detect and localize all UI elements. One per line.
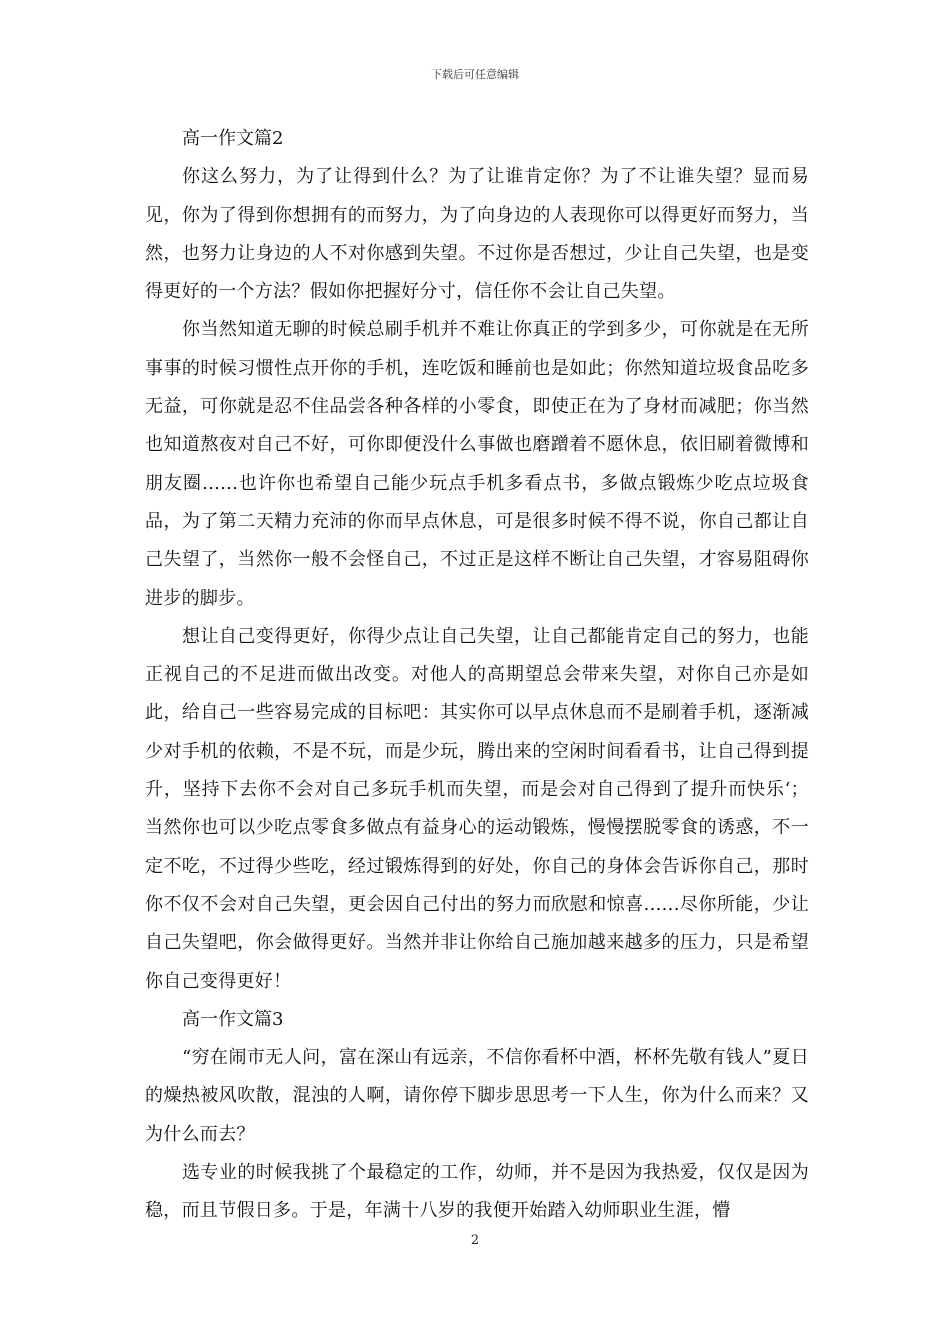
paragraph-2: 你当然知道无聊的时候总刷手机并不难让你真正的学到多少，可你就是在无所事事的时候习惯性点开你的手机，连吃饭和睡前也是如此；你然知道垃圾食品吃多无益，可你就是忍不住品尝各种各样的小零食，即使正在为了身材而减肥；你当然也知道熬夜对自己不好，可你即便没什么事做也磨蹭着不愿休息，依旧刷着微博和朋友圈......也许你也希望自己能少玩点手机多看点书，多做点锻炼少吃点垃圾食品，为了第二天精力充沛的你而早点休息，可是很多时候不得不说，你自己都让自己失望了，当然你一般不会怪自己，不过正是这样不断让自己失望，才容易阻碍你进步的脚步。: [145, 319, 809, 609]
section-heading-3: 高一作文篇3: [182, 1008, 284, 1030]
page-header: 下载后可任意编辑: [431, 68, 519, 81]
paragraph-1: 你这么努力，为了让得到什么？为了让谁肯定你？为了不让谁失望？显而易见，你为了得到你想拥有的而努力，为了向身边的人表现你可以得更好而努力，当然，也努力让身边的人不对你感到失望。不过你是否想过，少让自己失望，也是变得更好的一个方法？假如你把握好分寸，信任你不会让自己失望。: [145, 166, 809, 303]
paragraph-3: 想让自己变得更好，你得少点让自己失望，让自己都能肯定自己的努力，也能正视自己的不足进而做出改变。对他人的高期望总会带来失望，对你自己亦是如此，给自己一些容易完成的目标吧：其实你可以早点休息而不是刷着手机，逐渐减少对手机的依赖，不是不玩，而是少玩，腾出来的空闲时间看看书，让自己得到提升，坚持下去你不会对自己多玩手机而失望，而是会对自己得到了提升而快乐‘；当然你也可以少吃点零食多做点有益身心的运动锻炼，慢慢摆脱零食的诱惑，不一定不吃，不过得少些吃，经过锻炼得到的好处，你自己的身体会告诉你自己，那时你不仅不会对自己失望，更会因自己付出的努力而欣慰和惊喜......尽你所能，少让自己失望吧，你会做得更好。当然并非让你给自己施加越来越多的压力，只是希望你自己变得更好！: [145, 625, 809, 992]
paragraph-4: “穷在闹市无人问，富在深山有远亲，不信你看杯中酒，杯杯先敬有钱人”夏日的燥热被风吹散，混浊的人啊，请你停下脚步思思考一下人生，你为什么而来？又为什么而去？: [145, 1047, 809, 1145]
section-heading-2: 高一作文篇2: [182, 128, 284, 149]
paragraph-5: 选专业的时候我挑了个最稳定的工作，幼师，并不是因为我热爱，仅仅是因为稳，而且节假日多。于是，年满十八岁的我便开始踏入幼师职业生涯，懵: [145, 1162, 809, 1222]
page-number: 2: [470, 1233, 480, 1248]
document-body: [145, 120, 809, 1231]
